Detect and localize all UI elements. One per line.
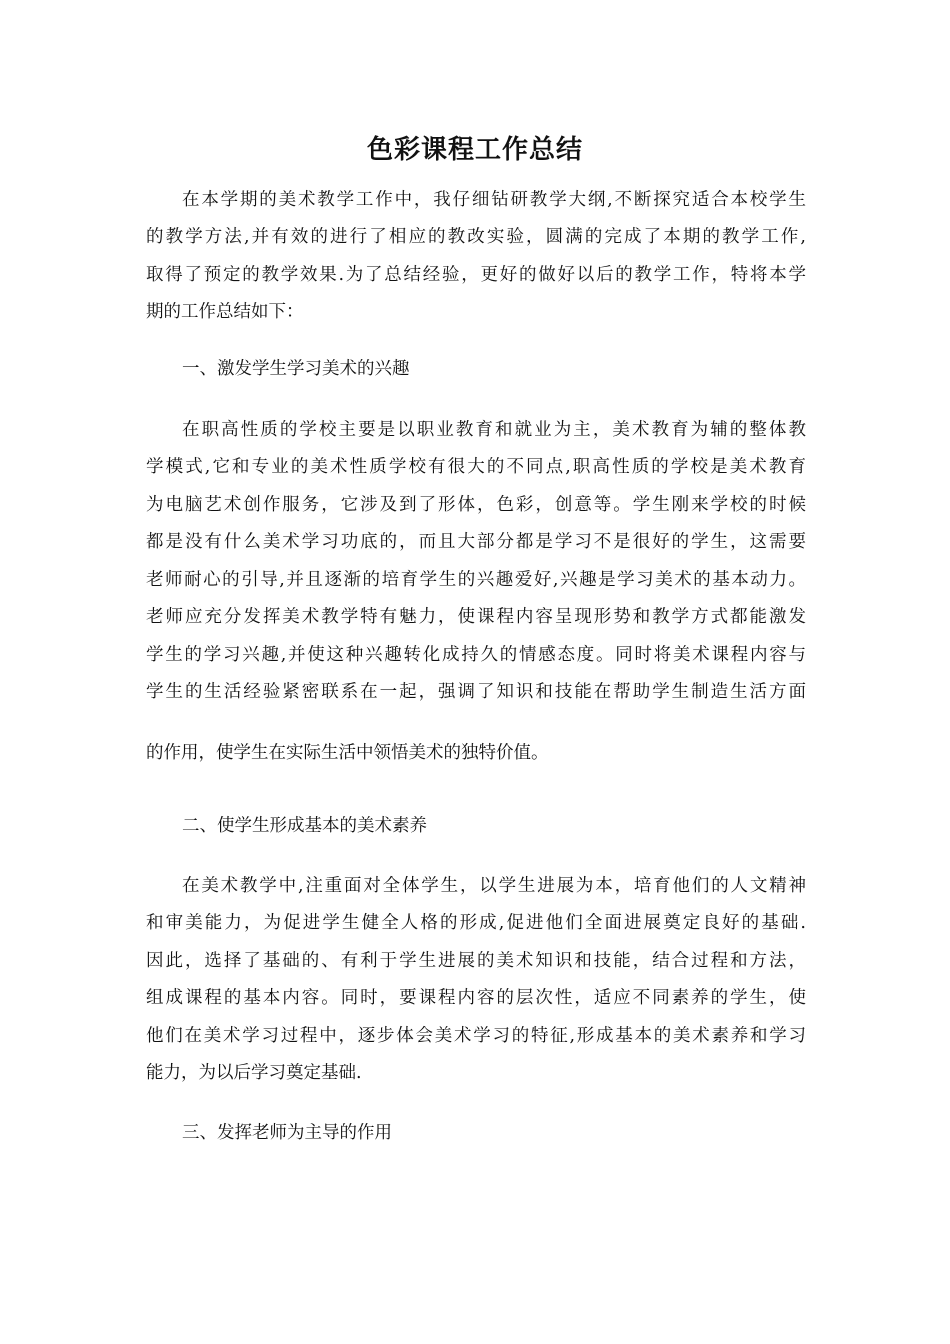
- section1-line: 老师耐心的引导,并且逐渐的培育学生的兴趣爱好,兴趣是学习美术的基本动力。: [146, 570, 806, 590]
- section1-line: 学生的学习兴趣,并使这种兴趣转化成持久的情感态度。同时将美术课程内容与: [146, 645, 806, 665]
- document-title: 色彩课程工作总结: [366, 135, 583, 165]
- section1-line: 都是没有什么美术学习功底的，而且大部分都是学习不是很好的学生，这需要: [146, 532, 806, 552]
- section1-line: 学模式,它和专业的美术性质学校有很大的不同点,职高性质的学校是美术教育: [146, 457, 806, 477]
- section2-line: 和审美能力，为促进学生健全人格的形成,促进他们全面进展奠定良好的基础.: [146, 913, 806, 933]
- section1-line: 为电脑艺术创作服务，它涉及到了形体，色彩，创意等。学生刚来学校的时候: [146, 495, 806, 515]
- section-heading-1: 一、激发学生学习美术的兴趣: [182, 359, 410, 379]
- section1-line: 的作用，使学生在实际生活中领悟美术的独特价值。: [146, 743, 549, 763]
- section2-line: 他们在美术学习过程中，逐步体会美术学习的特征,形成基本的美术素养和学习: [146, 1026, 806, 1046]
- section2-line: 能力，为以后学习奠定基础.: [146, 1063, 362, 1083]
- intro-line: 的教学方法,并有效的进行了相应的教改实验，圆满的完成了本期的教学工作,: [146, 227, 806, 247]
- section1-line: 学生的生活经验紧密联系在一起，强调了知识和技能在帮助学生制造生活方面: [146, 682, 806, 702]
- section-heading-2: 二、使学生形成基本的美术素养: [182, 816, 427, 836]
- section1-line: 在职高性质的学校主要是以职业教育和就业为主，美术教育为辅的整体教: [182, 420, 806, 440]
- intro-line: 期的工作总结如下：: [146, 302, 304, 322]
- section2-line: 组成课程的基本内容。同时，要课程内容的层次性，适应不同素养的学生，使: [146, 988, 806, 1008]
- section1-line: 老师应充分发挥美术教学特有魅力，使课程内容呈现形势和教学方式都能激发: [146, 607, 806, 627]
- intro-line: 取得了预定的教学效果.为了总结经验，更好的做好以后的教学工作，特将本学: [146, 265, 806, 285]
- section2-line: 因此，选择了基础的、有利于学生进展的美术知识和技能，结合过程和方法，: [146, 951, 806, 971]
- section2-line: 在美术教学中,注重面对全体学生，以学生进展为本，培育他们的人文精神: [182, 876, 806, 896]
- intro-line: 在本学期的美术教学工作中，我仔细钻研教学大纲,不断探究适合本校学生: [182, 190, 806, 210]
- section-heading-3: 三、发挥老师为主导的作用: [182, 1123, 392, 1143]
